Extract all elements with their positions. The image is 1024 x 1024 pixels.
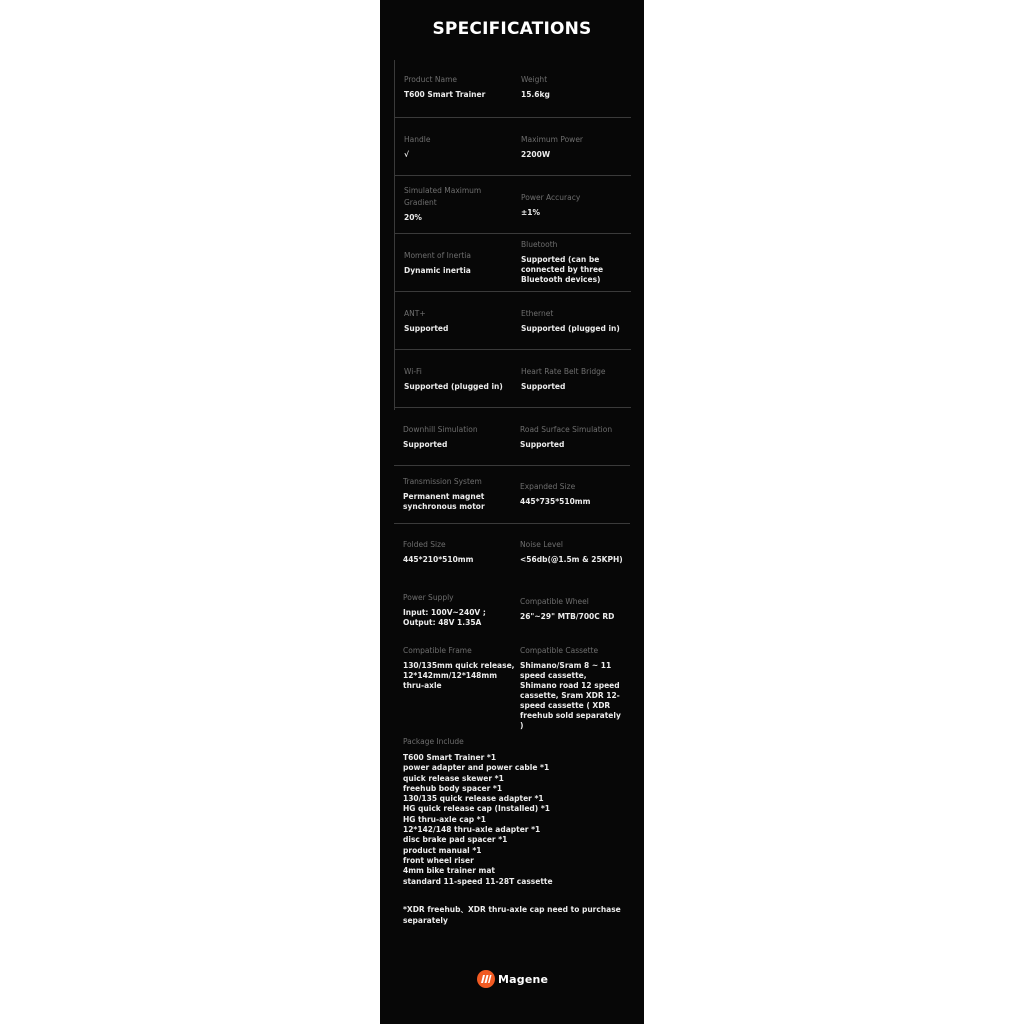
- package-item: freehub body spacer *1: [403, 783, 503, 793]
- spec-cell: [520, 424, 632, 450]
- spec-row: [395, 350, 631, 408]
- spec-value: 445*735*510mm: [520, 497, 591, 506]
- spec-label: Wi-Fi: [404, 367, 422, 376]
- spec-value: Supported: [403, 440, 448, 449]
- spec-label: Folded Size: [403, 540, 446, 549]
- spec-row: [394, 408, 630, 466]
- spec-value: 130/135mm quick release, 12*142mm/12*148mm thru-axle: [403, 661, 515, 690]
- package-item: HG thru-axle cap *1: [403, 814, 486, 824]
- spec-value: Supported: [521, 382, 566, 391]
- spec-cell: [521, 239, 633, 285]
- spec-cell: [404, 308, 516, 334]
- spec-value: Supported: [404, 324, 449, 333]
- spec-cell: [521, 134, 633, 160]
- spec-cell: [404, 250, 516, 276]
- spec-cell: [403, 476, 515, 512]
- spec-row: [394, 466, 630, 524]
- spec-cell: [520, 481, 632, 507]
- spec-cell: [521, 366, 633, 392]
- spec-cell: [404, 185, 516, 223]
- spec-cell: [521, 308, 633, 334]
- spec-cell: [403, 645, 515, 691]
- purchase-note: *XDR freehub、XDR thru-axle cap need to purchase separately: [403, 905, 621, 925]
- page-title: SPECIFICATIONS: [432, 19, 592, 39]
- package-include: [403, 736, 623, 887]
- spec-cell: [521, 74, 633, 100]
- package-item: front wheel riser: [403, 855, 474, 865]
- spec-value: 445*210*510mm: [403, 555, 474, 564]
- spec-label: Maximum Power: [521, 135, 584, 144]
- spec-cell: [520, 596, 632, 622]
- package-item: 130/135 quick release adapter *1: [403, 794, 544, 804]
- spec-row: [394, 645, 630, 730]
- spec-value: 20%: [404, 213, 422, 222]
- spec-label: Road Surface Simulation: [520, 425, 613, 434]
- spec-label: Compatible Cassette: [520, 646, 599, 655]
- package-item: HG quick release cap (Installed) *1: [403, 804, 550, 814]
- spec-value: Permanent magnet synchronous motor: [403, 492, 485, 511]
- spec-value: Supported: [520, 440, 565, 449]
- spec-value: Input: 100V~240V ; Output: 48V 1.35A: [403, 608, 486, 627]
- brand-logo: [477, 970, 548, 988]
- spec-value: ±1%: [521, 208, 541, 217]
- spec-value: 15.6kg: [521, 90, 550, 99]
- spec-label: Weight: [521, 75, 548, 84]
- spec-label: Ethernet: [521, 309, 554, 318]
- spec-row: [395, 118, 631, 176]
- spec-value: 26"~29" MTB/700C RD: [520, 612, 615, 621]
- spec-value: Supported (plugged in): [521, 324, 620, 333]
- spec-panel: [380, 0, 644, 1024]
- spec-label: Downhill Simulation: [403, 425, 478, 434]
- package-list: [403, 753, 623, 887]
- spec-cell: [403, 592, 515, 628]
- spec-label: Power Supply: [403, 593, 454, 602]
- spec-value: <56db(@1.5m & 25KPH): [520, 555, 623, 564]
- spec-cell: [404, 366, 516, 392]
- spec-cell: [520, 645, 624, 731]
- spec-row: [394, 592, 630, 642]
- package-item: standard 11-speed 11-28T cassette: [403, 876, 553, 886]
- spec-row: [395, 60, 631, 118]
- spec-label: Expanded Size: [520, 482, 576, 491]
- spec-label: Moment of Inertia: [404, 251, 471, 260]
- magene-logo-icon: [477, 970, 495, 988]
- spec-label: Compatible Frame: [403, 646, 472, 655]
- package-item: quick release skewer *1: [403, 773, 504, 783]
- spec-label: Heart Rate Belt Bridge: [521, 367, 606, 376]
- spec-label: Product Name: [404, 75, 457, 84]
- spec-cell: [404, 134, 516, 160]
- package-item: T600 Smart Trainer *1: [403, 753, 497, 762]
- spec-label: Noise Level: [520, 540, 563, 549]
- spec-value: Supported (plugged in): [404, 382, 503, 391]
- package-item: product manual *1: [403, 845, 482, 855]
- package-item: disc brake pad spacer *1: [403, 835, 508, 845]
- spec-label: Transmission System: [403, 477, 482, 486]
- spec-row: [395, 176, 631, 234]
- spec-value: Supported (can be connected by three Bluetooth devices): [521, 255, 604, 284]
- spec-table-continued: [394, 408, 630, 583]
- spec-label: Handle: [404, 135, 431, 144]
- spec-table: [394, 60, 630, 410]
- spec-value: 2200W: [521, 150, 551, 159]
- package-label: Package Include: [403, 737, 464, 746]
- spec-label: Simulated Maximum Gradient: [404, 186, 482, 207]
- spec-value: Shimano/Sram 8 ~ 11 speed cassette, Shimano road 12 speed cassette, Sram XDR 12-speed cassette ( XDR freehub sold separately ): [520, 661, 621, 730]
- spec-cell: [520, 539, 632, 565]
- spec-row: [395, 234, 631, 292]
- spec-label: Bluetooth: [521, 240, 558, 249]
- package-item: 12*142/148 thru-axle adapter *1: [403, 825, 541, 835]
- spec-row: [394, 524, 630, 582]
- spec-cell: [404, 74, 516, 100]
- spec-value: √: [404, 150, 410, 159]
- package-item: power adapter and power cable *1: [403, 763, 550, 773]
- package-item: 4mm bike trainer mat: [403, 866, 495, 876]
- spec-label: Power Accuracy: [521, 193, 581, 202]
- spec-value: T600 Smart Trainer: [404, 90, 486, 99]
- spec-value: Dynamic inertia: [404, 266, 471, 275]
- spec-cell: [521, 192, 633, 218]
- spec-label: ANT+: [404, 309, 426, 318]
- spec-cell: [403, 539, 515, 565]
- spec-row: [395, 292, 631, 350]
- brand-name: Magene: [498, 972, 549, 986]
- spec-label: Compatible Wheel: [520, 597, 589, 606]
- spec-cell: [403, 424, 515, 450]
